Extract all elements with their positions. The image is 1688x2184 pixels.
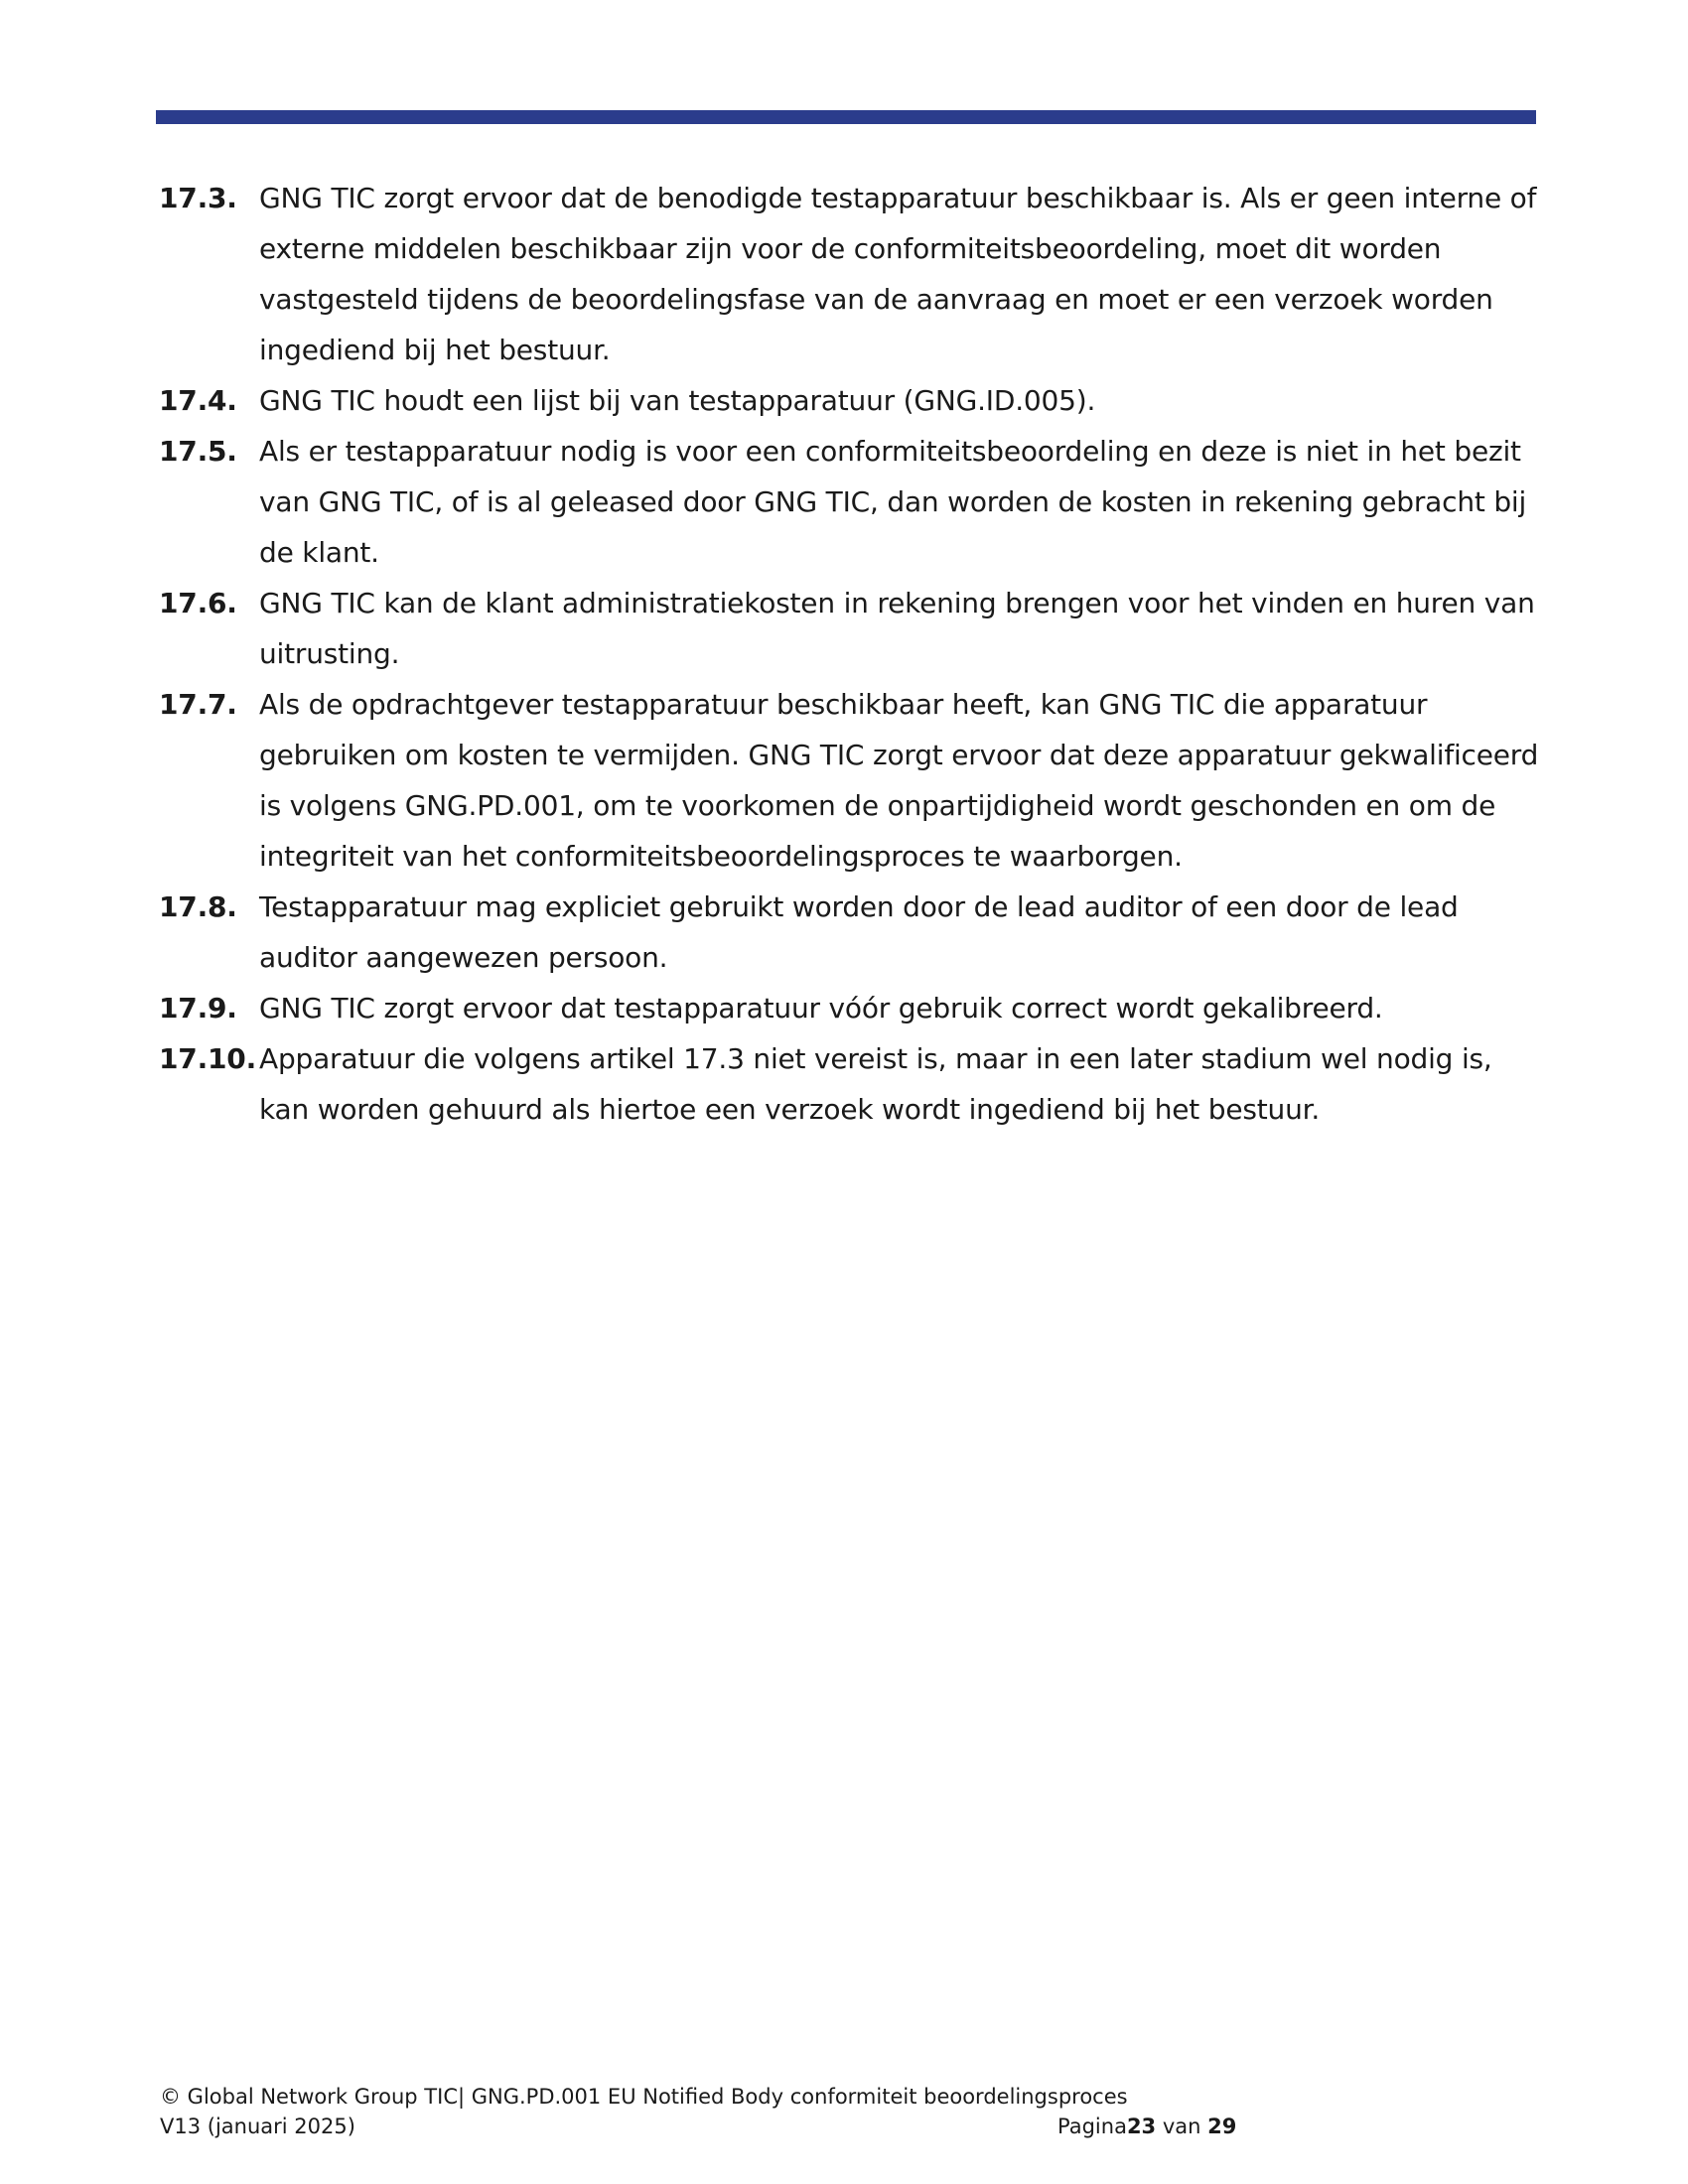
page-separator: van xyxy=(1156,2115,1208,2138)
item-number: 17.9. xyxy=(159,992,237,1024)
page-label: Pagina xyxy=(1057,2115,1127,2138)
item-text: Als de opdrachtgever testapparatuur beschikbaar heeft, kan GNG TIC die apparatuur gebruiken om kosten te vermijden. GNG TIC zorgt ervoor dat deze apparatuur gekwalificeerd is volgens GNG.PD.001, om te voorkomen de onpartijdigheid wordt geschonden en om de integriteit van het conformiteitsbeoordelingsproces te waarborgen. xyxy=(259,688,1539,873)
item-number: 17.5. xyxy=(159,435,237,468)
page-indicator xyxy=(1057,2112,1236,2141)
item-number: 17.3. xyxy=(159,182,237,214)
item-text: GNG TIC kan de klant administratiekosten in rekening brengen voor het vinden en huren van uitrusting. xyxy=(259,587,1535,670)
item-number: 17.7. xyxy=(159,688,237,721)
page-footer xyxy=(160,2082,1252,2141)
item-text: Apparatuur die volgens artikel 17.3 niet vereist is, maar in een later stadium wel nodig is, kan worden gehuurd als hiertoe een verzoek wordt ingediend bij het bestuur. xyxy=(259,1042,1492,1126)
document-body xyxy=(159,173,1549,1135)
article-17-6 xyxy=(159,578,1549,679)
article-17-4 xyxy=(159,375,1549,426)
item-text: GNG TIC zorgt ervoor dat testapparatuur vóór gebruik correct wordt gekalibreerd. xyxy=(259,992,1383,1024)
item-text: Als er testapparatuur nodig is voor een conformiteitsbeoordeling en deze is niet in het bezit van GNG TIC, of is al geleased door GNG TIC, dan worden de kosten in rekening gebracht bij de klant. xyxy=(259,435,1527,569)
article-17-9 xyxy=(159,983,1549,1033)
article-17-10 xyxy=(159,1033,1549,1135)
footer-version: V13 (januari 2025) xyxy=(160,2115,355,2138)
item-text: GNG TIC houdt een lijst bij van testapparatuur (GNG.ID.005). xyxy=(259,384,1096,417)
page-total: 29 xyxy=(1207,2115,1237,2138)
item-number: 17.10. xyxy=(159,1042,257,1075)
article-17-5 xyxy=(159,426,1549,578)
article-17-3 xyxy=(159,173,1549,375)
header-rule xyxy=(156,110,1536,124)
item-text: Testapparatuur mag expliciet gebruikt worden door de lead auditor of een door de lead auditor aangewezen persoon. xyxy=(259,890,1459,974)
item-text: GNG TIC zorgt ervoor dat de benodigde testapparatuur beschikbaar is. Als er geen interne of externe middelen beschikbaar zijn voor de conformiteitsbeoordeling, moet dit worden vastgesteld tijdens de beoordelingsfase van de aanvraag en moet er een verzoek worden ingediend bij het bestuur. xyxy=(259,182,1537,366)
item-number: 17.6. xyxy=(159,587,237,619)
article-17-8 xyxy=(159,882,1549,983)
footer-copyright: © Global Network Group TIC| GNG.PD.001 EU Notified Body conformiteit beoordelingsproces xyxy=(160,2085,1128,2109)
article-17-7 xyxy=(159,679,1549,882)
page-current: 23 xyxy=(1126,2115,1157,2138)
footer-second-line xyxy=(160,2112,1252,2141)
item-number: 17.4. xyxy=(159,384,237,417)
item-number: 17.8. xyxy=(159,890,237,923)
